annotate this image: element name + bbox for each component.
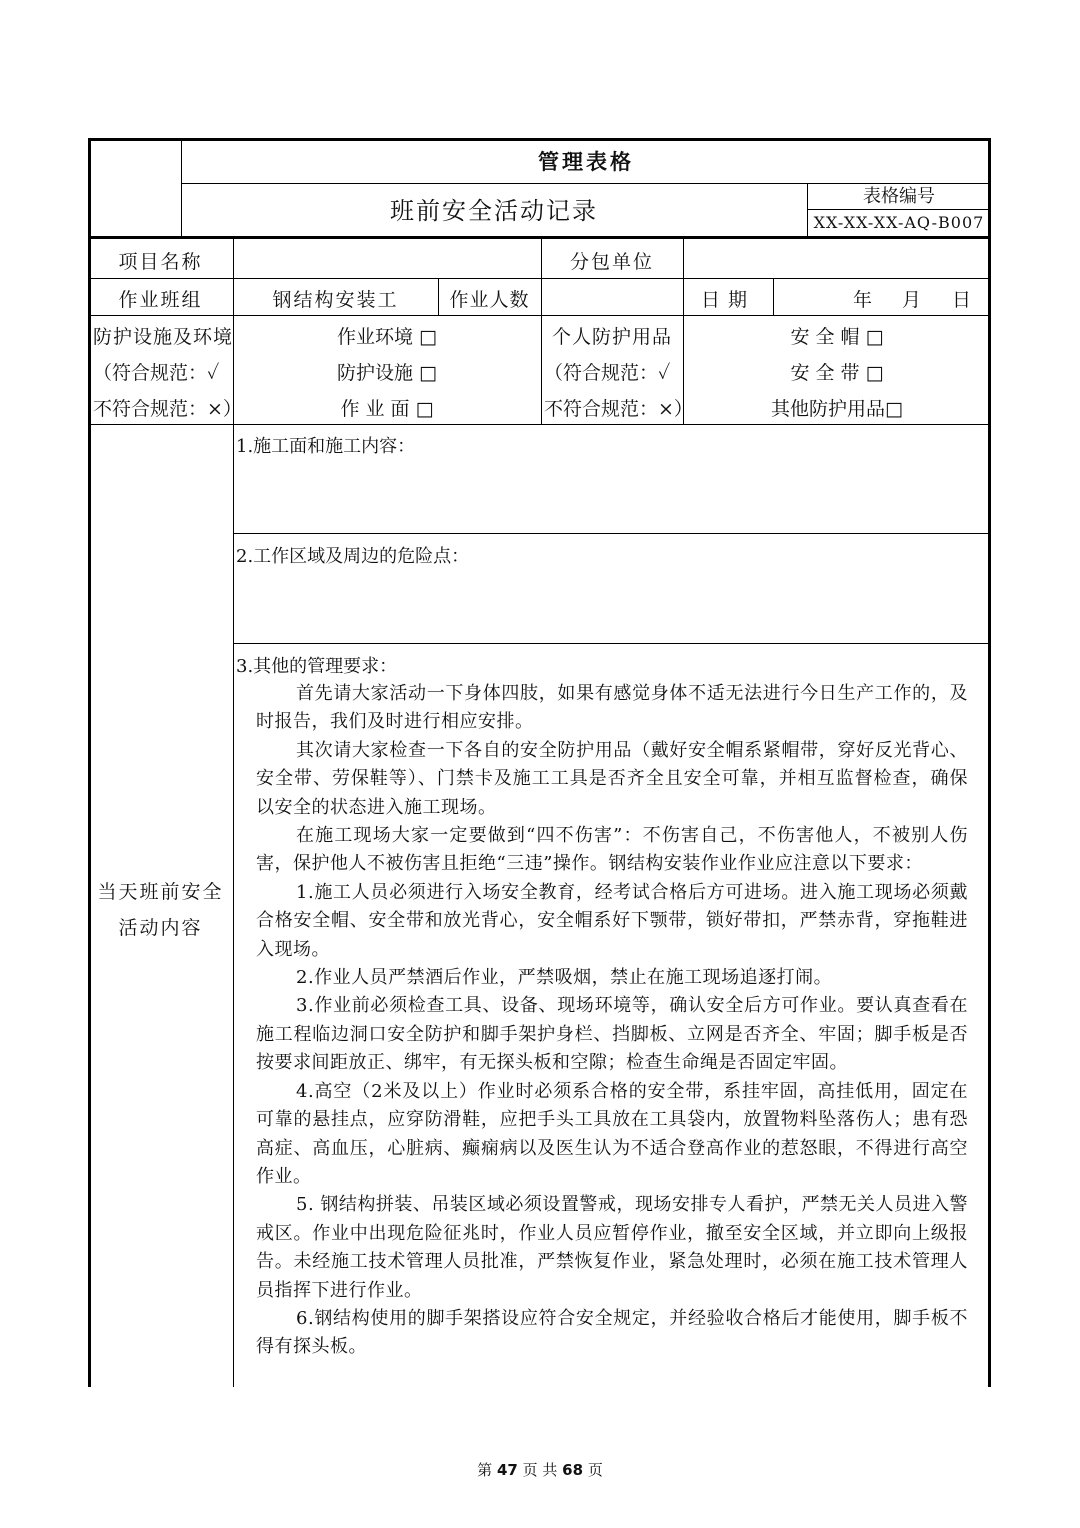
ppe-item-helmet[interactable]: 安 全 帽 □ — [790, 326, 884, 348]
requirement-paragraph: 首先请大家活动一下身体四肢，如果有感觉身体不适无法进行今日生产工作的，及时报告，我们及时进行相应安排。 — [256, 683, 968, 733]
requirement-paragraph: 6.钢结构使用的脚手架搭设应符合安全规定，并经验收合格后才能使用，脚手板不得有探头板。 — [256, 1307, 968, 1358]
facility-label-line3: 不符合规范：×） — [93, 398, 242, 420]
project-name-field[interactable] — [238, 250, 536, 274]
ppe-item-harness[interactable]: 安 全 带 □ — [790, 362, 884, 384]
date-month[interactable]: 月 — [902, 289, 922, 311]
row1-bottom — [88, 278, 991, 279]
footer-suffix: 页 — [587, 1461, 603, 1479]
category-title: 管理表格 — [538, 150, 634, 174]
requirement-paragraph: 4.高空（2米及以上）作业时必须系合格的安全带，系挂牢固，高挂低用，固定在可靠的悬挂点，应穿防滑鞋，应把手头工具放在工具袋内，放置物料坠落伤人；患有恐高症、高血压，心脏病、癫痫病以及医生认为不适合登高作业的惹怒眼，不得进行高空作业。 — [256, 1080, 968, 1187]
page-footer — [0, 1459, 1080, 1480]
subcontractor-field[interactable] — [688, 250, 986, 274]
requirement-paragraph: 3.作业前必须检查工具、设备、现场环境等，确认安全后方可作业。要认真查看在施工程临边洞口安全防护和脚手架护身栏、挡脚板、立网是否齐全、牢固；脚手板是否按要求间距放正、绑牢，有无探头板和空隙；检查生命绳是否固定牢固。 — [256, 995, 968, 1074]
section1-title: 1.施工面和施工内容： — [236, 436, 416, 457]
date-label: 日期 — [700, 289, 755, 311]
requirement-paragraph: 其次请大家检查一下各自的安全防护用品（戴好安全帽系紧帽带，穿好反光背心、安全带、劳保鞋等）、门禁卡及施工工具是否齐全且安全可靠，并相互监督检查，确保以安全的状态进入施工现场。 — [256, 739, 968, 818]
headcount-label: 作业人数 — [449, 289, 530, 311]
header-hline — [181, 183, 991, 184]
facility-label-line2: （符合规范：✓ — [93, 362, 220, 384]
col-date-split — [773, 278, 774, 315]
ppe-label-line1: 个人防护用品 — [551, 326, 672, 348]
requirement-paragraph: 在施工现场大家一定要做到“四不伤害”：不伤害自己，不伤害他人，不被别人伤害，保护他人不被伤害且拒绝“三违”操作。钢结构安装作业作业应注意以下要求： — [256, 825, 968, 875]
row2-bottom — [88, 315, 991, 316]
section2-title: 2.工作区域及周边的危险点： — [236, 546, 470, 567]
management-requirements — [256, 680, 968, 1362]
project-name-label: 项目名称 — [118, 251, 203, 273]
form-no-hline — [807, 209, 991, 210]
sec2-bottom — [233, 643, 991, 644]
ppe-label-line3: 不符合规范：×） — [544, 398, 693, 420]
footer-prefix: 第 — [477, 1461, 493, 1479]
requirement-paragraph: 5. 钢结构拼装、吊装区域必须设置警戒，现场安排专人看护，严禁无关人员进入警戒区。作业中出现危险征兆时，作业人员应暂停作业，撤至安全区域，并立即向上级报告。未经施工技术管理人员批准，严禁恢复作业，紧急处理时，必须在施工技术管理人员指挥下进行作业。 — [256, 1194, 968, 1301]
form-no-label: 表格编号 — [863, 186, 935, 207]
facility-item-environment[interactable]: 作业环境 □ — [337, 326, 437, 348]
footer-middle: 页 共 — [522, 1461, 558, 1479]
facility-item-protection[interactable]: 防护设施 □ — [337, 362, 437, 384]
sec1-bottom — [233, 533, 991, 534]
form-no: XX-XX-XX-AQ-B007 — [813, 213, 985, 232]
page-total: 68 — [562, 1461, 584, 1479]
team-label: 作业班组 — [118, 289, 203, 311]
activity-label-line1: 当天班前安全 — [97, 881, 224, 903]
form-title: 班前安全活动记录 — [390, 197, 598, 225]
header-bottom — [88, 236, 991, 239]
facility-item-workface[interactable]: 作 业 面 □ — [340, 398, 434, 420]
headcount-field[interactable] — [546, 288, 678, 312]
ppe-label-line2: （符合规范：✓ — [544, 362, 671, 384]
date-year[interactable]: 年 — [853, 289, 873, 311]
date-day[interactable]: 日 — [952, 289, 972, 311]
row3-bottom — [88, 424, 991, 425]
facility-label-line1: 防护设施及环境 — [93, 326, 234, 348]
requirement-paragraph: 2.作业人员严禁酒后作业，严禁吸烟，禁止在施工现场追逐打闹。 — [296, 967, 833, 989]
ppe-item-other[interactable]: 其他防护用品□ — [771, 398, 903, 420]
page-number: 47 — [496, 1461, 518, 1479]
section3-title: 3.其他的管理要求： — [236, 656, 398, 677]
team-value[interactable]: 钢结构安装工 — [272, 289, 399, 311]
subcontractor-label: 分包单位 — [569, 251, 654, 273]
activity-label-line2: 活动内容 — [118, 917, 203, 939]
requirement-paragraph: 1.施工人员必须进行入场安全教育，经考试合格后方可进场。进入施工现场必须戴合格安全帽、安全带和放光背心，安全帽系好下颚带，锁好带扣，严禁赤背，穿拖鞋进入现场。 — [256, 881, 968, 960]
